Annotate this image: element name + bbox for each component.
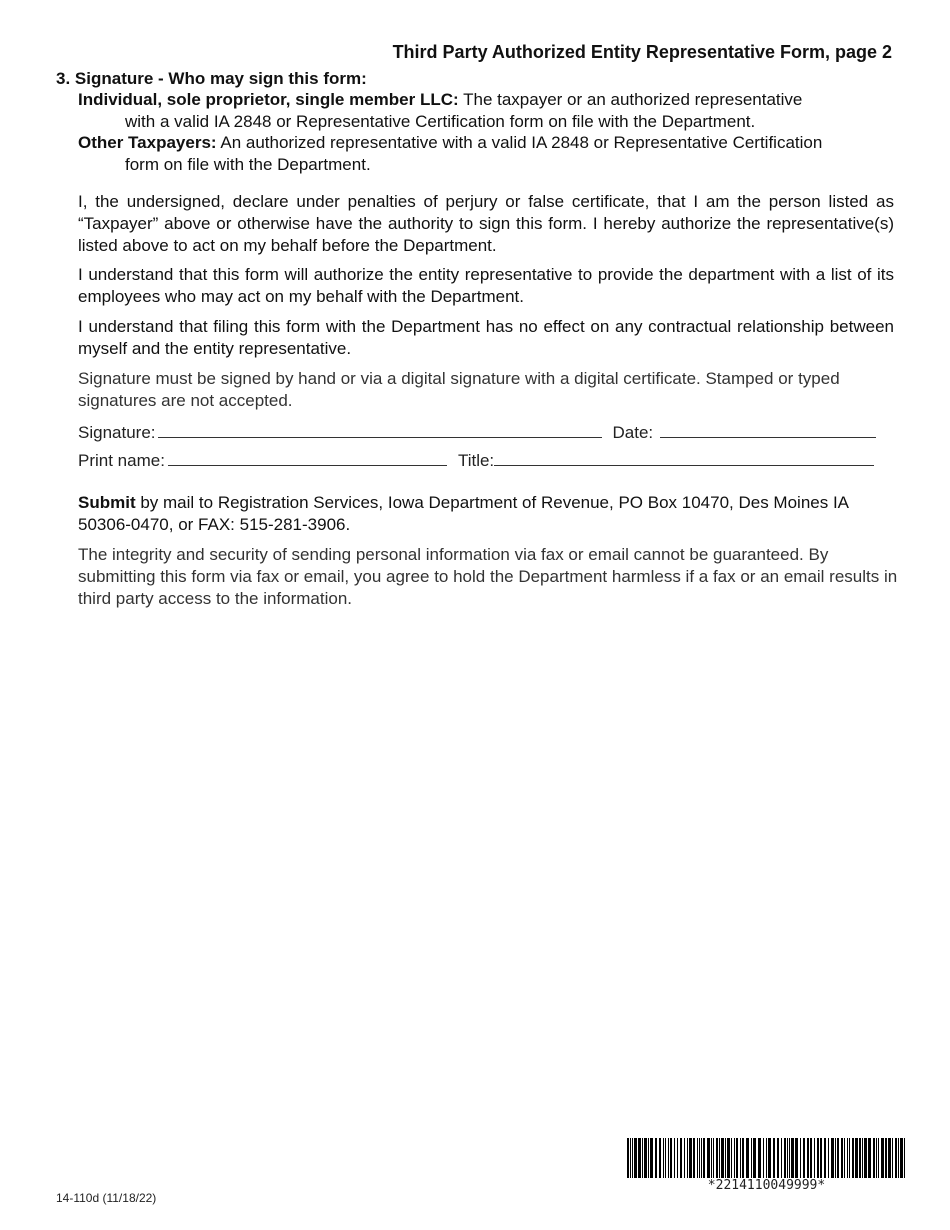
barcode-bar [736, 1138, 738, 1178]
barcode-bar [721, 1138, 724, 1178]
barcode-number: *2214110049999* [707, 1178, 826, 1193]
section-number: 3. [56, 69, 71, 88]
barcode [627, 1138, 906, 1178]
barcode-bar [697, 1138, 698, 1178]
submit-text: by mail to Registration Services, Iowa Department of Revenue, PO Box 10470, Des Moines IA 50306-0470, or FAX: 515-281-3906. [78, 493, 849, 534]
barcode-bar [668, 1138, 669, 1178]
barcode-bar [795, 1138, 798, 1178]
form-number: 14-110d (11/18/22) [56, 1191, 157, 1205]
declaration-paragraph: I, the undersigned, declare under penalties of perjury or false certificate, that I am the person listed as “Taxpayer” above or otherwise have the authority to sign this form. I hereby authorize the representative(s) listed above to act on my behalf before the Department. [78, 192, 894, 255]
date-field[interactable] [660, 421, 876, 438]
barcode-bar [885, 1138, 887, 1178]
barcode-bar [630, 1138, 631, 1178]
barcode-bar [807, 1138, 809, 1178]
print-name-field[interactable] [168, 449, 447, 466]
title-label: Title: [457, 451, 495, 470]
barcode-bar [713, 1138, 714, 1178]
barcode-bar [791, 1138, 794, 1178]
barcode-bar [655, 1138, 657, 1178]
page-header-title: Third Party Authorized Entity Representative Form, page 2 [392, 42, 892, 62]
barcode-bar [659, 1138, 661, 1178]
barcode-bar [638, 1138, 641, 1178]
barcode-bar [725, 1138, 726, 1178]
print-name-label: Print name: [78, 451, 165, 470]
barcode-bar [824, 1138, 826, 1178]
barcode-bar [852, 1138, 854, 1178]
barcode-bar [847, 1138, 848, 1178]
barcode-bar [859, 1138, 861, 1178]
barcode-bar [828, 1138, 829, 1178]
barcode-bar [835, 1138, 836, 1178]
barcode-bar [758, 1138, 761, 1178]
date-label: Date: [612, 423, 654, 442]
individual-signer-rule [78, 89, 894, 133]
barcode-bar [699, 1138, 700, 1178]
barcode-bar [727, 1138, 730, 1178]
barcode-bar [711, 1138, 712, 1178]
submit-instructions [78, 492, 902, 536]
barcode-bar [873, 1138, 875, 1178]
barcode-bar [773, 1138, 775, 1178]
authorization-paragraph: I understand that this form will authorize the entity representative to provide the department with a list of its employees who may act on my behalf with the Department. [78, 265, 894, 306]
barcode-bar [693, 1138, 695, 1178]
barcode-bar [820, 1138, 822, 1178]
barcode-bar [895, 1138, 897, 1178]
barcode-bar [665, 1138, 666, 1178]
barcode-bar [817, 1138, 819, 1178]
barcode-bar [881, 1138, 884, 1178]
title-field[interactable] [494, 449, 874, 466]
barcode-bar [862, 1138, 863, 1178]
barcode-bar [810, 1138, 812, 1178]
barcode-bar [803, 1138, 805, 1178]
individual-label: Individual, sole proprietor, single member LLC: [78, 90, 459, 109]
barcode-bar [789, 1138, 790, 1178]
other-taxpayers-text: An authorized representative with a valid IA 2848 or Representative Certification [220, 133, 823, 152]
barcode-image [627, 1138, 906, 1178]
individual-text: The taxpayer or an authorized representative [463, 90, 803, 109]
contract-paragraph: I understand that filing this form with the Department has no effect on any contractual relationship between myself and the entity representative. [78, 317, 894, 358]
barcode-bar [677, 1138, 678, 1178]
barcode-bar [642, 1138, 643, 1178]
barcode-bar [777, 1138, 779, 1178]
other-taxpayers-label: Other Taxpayers: [78, 133, 217, 152]
barcode-bar [787, 1138, 788, 1178]
barcode-bar [734, 1138, 735, 1178]
barcode-bar [731, 1138, 732, 1178]
submit-label: Submit [78, 493, 136, 512]
barcode-bar [898, 1138, 899, 1178]
barcode-bar [689, 1138, 692, 1178]
barcode-bar [707, 1138, 710, 1178]
barcode-bar [768, 1138, 771, 1178]
barcode-bar [814, 1138, 815, 1178]
barcode-bar [864, 1138, 867, 1178]
barcode-bar [763, 1138, 764, 1178]
signature-date-row [78, 421, 890, 444]
barcode-bar [844, 1138, 845, 1178]
barcode-bar [800, 1138, 801, 1178]
name-title-row [78, 449, 890, 472]
barcode-bar [703, 1138, 705, 1178]
barcode-bar [701, 1138, 702, 1178]
barcode-bar [716, 1138, 718, 1178]
security-disclaimer: The integrity and security of sending personal information via fax or email cannot be guaranteed. By submitting this form via fax or email, you agree to hold the Department harmless if a fax or an email results in third party access to the information. [78, 545, 898, 608]
barcode-bar [766, 1138, 767, 1178]
barcode-bar [892, 1138, 893, 1178]
barcode-bar [680, 1138, 682, 1178]
barcode-bar [781, 1138, 782, 1178]
barcode-bar [687, 1138, 688, 1178]
barcode-bar [753, 1138, 756, 1178]
barcode-bar [627, 1138, 629, 1178]
barcode-bar [876, 1138, 877, 1178]
barcode-bar [648, 1138, 649, 1178]
barcode-bar [663, 1138, 664, 1178]
barcode-bar [900, 1138, 903, 1178]
barcode-bar [849, 1138, 850, 1178]
signature-note: Signature must be signed by hand or via a digital signature with a digital certificate. Stamped or typed signatures are not accepted. [78, 369, 840, 410]
barcode-bar [751, 1138, 752, 1178]
barcode-bar [650, 1138, 653, 1178]
signature-label: Signature: [78, 423, 156, 442]
barcode-bar [719, 1138, 720, 1178]
barcode-bar [878, 1138, 879, 1178]
barcode-bar [644, 1138, 647, 1178]
section-3-heading [56, 69, 367, 89]
barcode-bar [841, 1138, 843, 1178]
barcode-bar [634, 1138, 637, 1178]
barcode-bar [831, 1138, 834, 1178]
barcode-bar [855, 1138, 858, 1178]
barcode-bar [868, 1138, 871, 1178]
barcode-bar [746, 1138, 749, 1178]
barcode-bar [837, 1138, 839, 1178]
barcode-bar [674, 1138, 675, 1178]
barcode-bar [632, 1138, 633, 1178]
barcode-bar [742, 1138, 744, 1178]
barcode-bar [888, 1138, 891, 1178]
individual-text-cont: with a valid IA 2848 or Representative Certification form on file with the Department. [125, 112, 756, 131]
signature-field[interactable] [158, 421, 602, 438]
barcode-bar [670, 1138, 672, 1178]
other-signer-rule [78, 132, 894, 176]
barcode-bar [904, 1138, 905, 1178]
barcode-bar [684, 1138, 685, 1178]
section-title: Signature - Who may sign this form: [74, 69, 367, 88]
barcode-bar [740, 1138, 741, 1178]
other-taxpayers-text-cont: form on file with the Department. [125, 155, 371, 174]
barcode-bar [784, 1138, 786, 1178]
